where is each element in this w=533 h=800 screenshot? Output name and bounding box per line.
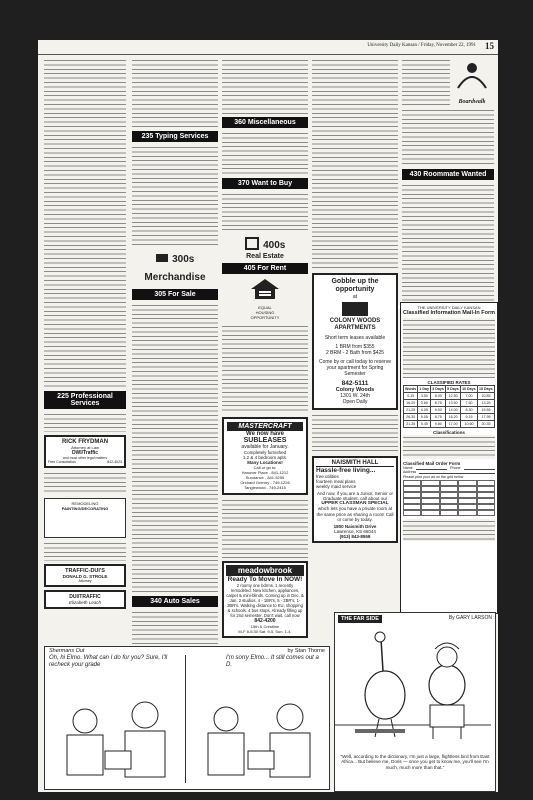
- cw-phone: 842-5111: [341, 380, 369, 387]
- mail-order-title: Classified Mail Order Form: [403, 461, 461, 466]
- nh-b3: weekly maid service: [316, 484, 357, 489]
- nh-body: And now, if you are a Junior, Senior or Graduate student, call about our: [316, 491, 394, 502]
- kansan-mailin-form: [400, 302, 498, 614]
- cw-cta: Come by or call today to reserve your apartment for Spring Semester: [319, 359, 391, 377]
- rates-header-cell: Words: [405, 387, 417, 391]
- mastercraft-logo: MASTERCRAFT: [227, 422, 303, 431]
- cw-br1: 1 BRM from $355: [335, 344, 375, 350]
- rates-cell: 10.60: [461, 421, 478, 428]
- rates-cell: 15.55: [478, 407, 495, 414]
- rates-cell: 16.20: [446, 414, 461, 421]
- mb-addr: 15th & Crestline: [250, 624, 280, 629]
- strip-byline: by Stan Thorne: [287, 648, 325, 654]
- nh-b2: fourteen meal plans: [316, 479, 356, 484]
- rates-row: [404, 421, 495, 428]
- rates-cell: 14.00: [446, 407, 461, 414]
- merchandise-icon: [156, 254, 168, 262]
- classified-text-block: [222, 58, 308, 114]
- dui-name: Elizabeth Leach: [68, 600, 102, 605]
- mc-p1: Hanover Place - 841-1212: [241, 470, 289, 475]
- rates-header-cell: 15 Days: [479, 387, 493, 391]
- form-footer-text: [403, 519, 495, 541]
- nh-b1: free utilities: [316, 474, 339, 479]
- address-label: Address: [403, 470, 417, 474]
- housing-line2: HOUSING: [255, 310, 275, 315]
- colony-woods-ad: [312, 273, 398, 410]
- panel-1-drawing: [45, 655, 185, 783]
- ad-grid-cell[interactable]: [477, 510, 495, 516]
- house-icon: [245, 237, 259, 250]
- classified-text-block: [44, 471, 126, 495]
- rates-cell: 9.00: [431, 407, 446, 414]
- mc-p3: Orchard Gremry - 749-1226: [240, 480, 290, 485]
- nh-body2: which lets you have a private room at the same price as sharing a room! Call or come by today.: [316, 506, 394, 522]
- dui-ad: [44, 590, 126, 609]
- traffic-name: DONALD G. STROLE: [62, 574, 108, 579]
- mc-p2: Sundance - 841-5255: [245, 475, 285, 480]
- farside-drawing: [335, 625, 491, 749]
- classified-text-block: [312, 413, 398, 453]
- rates-cell: 16-20: [404, 400, 418, 407]
- rates-cell: 3.80: [418, 400, 431, 407]
- boardwalk-ad: [450, 58, 494, 108]
- column-4: [312, 58, 398, 618]
- rates-cell: 9.15: [461, 414, 478, 421]
- mc-line2: SUBLEASES: [243, 437, 287, 444]
- equal-housing-logo: [222, 278, 308, 320]
- classified-text-block: [402, 108, 494, 166]
- column-1: [44, 58, 126, 618]
- section-auto: 340 Auto Sales: [132, 596, 218, 607]
- farside-title: THE FAR SIDE: [338, 615, 382, 623]
- section-professional: 225 Professional Services: [44, 391, 126, 409]
- rates-cell: 31-35: [404, 421, 418, 428]
- running-head: University Daily Kansan / Friday, November 22, 1991: [367, 43, 476, 48]
- section-forsale: 305 For Sale: [132, 289, 218, 300]
- equal-housing-icon: [250, 278, 280, 300]
- painting-ad: [44, 498, 126, 538]
- rates-cell: 4.05: [418, 407, 431, 414]
- form-policy-text: [403, 318, 495, 378]
- mb-hours: M-F 8-5:30 Sat. 9-5, Sun. 1-4.: [238, 629, 292, 634]
- kansan-form-title: Classified Information Mail-In Form: [403, 310, 495, 316]
- rates-cell: 21-25: [404, 407, 418, 414]
- mc-line7: Call or go to:: [253, 465, 277, 470]
- mc-line4: Completely furnished: [243, 450, 287, 455]
- farside-byline: By GARY LARSON: [448, 615, 492, 621]
- mc-line3: available for January.: [241, 444, 289, 450]
- realestate-header: [222, 235, 308, 260]
- rates-cell: 0-15: [404, 393, 418, 400]
- lawyer-title: Attorney at Law: [71, 445, 99, 450]
- cw-addr: 1301 W. 24th: [340, 393, 370, 399]
- dui-title: DUI/TRAFFIC: [69, 594, 101, 600]
- rates-cell: 12.50: [446, 393, 461, 400]
- mc-line1: We now have: [246, 431, 284, 437]
- rates-cell: 13.25: [478, 400, 495, 407]
- classified-text-block: [132, 58, 218, 128]
- section-misc: 360 Miscellaneous: [222, 117, 308, 128]
- rates-cell: 10.85: [478, 393, 495, 400]
- classified-text-block: [222, 192, 308, 232]
- newspaper-page: [38, 40, 498, 792]
- lawyer-consult: Free Consultation: [48, 460, 76, 464]
- classified-text-block: [312, 58, 398, 270]
- housing-line3: OPPORTUNITY: [250, 315, 280, 320]
- rates-row: [404, 400, 495, 407]
- boardwalk-logo-icon: [452, 58, 492, 94]
- classified-text-block: [132, 145, 218, 245]
- classified-text-block: [222, 131, 308, 175]
- ad-grid-cell[interactable]: [421, 510, 439, 516]
- mc-line5: 1,2 & 4 bedroom apts.: [242, 455, 288, 460]
- nh-special: UPPER CLASSMAN SPECIAL: [321, 501, 389, 507]
- cw-lease: Short term leases available: [324, 335, 386, 341]
- meadowbrook-logo: meadowbrook: [226, 565, 304, 576]
- ad-grid-cell[interactable]: [440, 510, 458, 516]
- naismith-ad: [312, 456, 398, 543]
- rates-header-cell: 1 Day: [419, 387, 430, 391]
- section-want: 370 Want to Buy: [222, 178, 308, 189]
- painting-line2: PAINTING/DECORATING: [61, 506, 109, 511]
- rates-cell: 17.95: [478, 414, 495, 421]
- rates-cell: 8.00: [431, 393, 446, 400]
- name-label: Name: [403, 466, 413, 470]
- rates-cell: 17.00: [446, 421, 461, 428]
- lawyer-ad: [44, 435, 126, 468]
- mc-p4: Tanglewood - 749-2415: [244, 485, 286, 490]
- classified-text-block: [44, 412, 126, 432]
- section-roommate: 430 Roommate Wanted: [402, 169, 494, 180]
- rates-cell: 5.05: [418, 414, 431, 421]
- classified-text-block: [44, 541, 126, 561]
- rates-cell: 5.45: [418, 421, 431, 428]
- housing-line1: EQUAL: [258, 305, 272, 310]
- phone-label: Phone: [450, 466, 461, 470]
- rates-row: [404, 407, 495, 414]
- meadowbrook-ad: [222, 561, 308, 638]
- traffic-sub: Attorney: [78, 579, 92, 583]
- ad-grid-cell[interactable]: [403, 510, 421, 516]
- rates-table: [403, 385, 495, 428]
- classified-text-block: [44, 58, 126, 388]
- mb-title: Ready To Move In NOW!: [227, 576, 303, 583]
- classified-text-block: [222, 498, 308, 558]
- boardwalk-name: Boardwalk: [458, 99, 486, 105]
- realestate-title: Real Estate: [246, 253, 284, 260]
- mb-body: 2 roomy one bdrms. 1 recently remodeled. New kitchen, appliances, carpet & mini-blinds. Coming up in Dec. & Jan. 2 studios, 4 - 1BR's, 5 - 2BR's, 1-3BR's. Walking distance to KU, shopping & schools. 4 bus stops. Already filling up for 2nd semester. Don't wait, call now: [226, 583, 304, 618]
- mc-line6: Many Locations!: [247, 460, 283, 465]
- merchandise-header: [132, 249, 218, 285]
- classifications-list: [403, 435, 495, 459]
- mastercraft-ad: [222, 417, 308, 495]
- colony-woods-logo: [342, 302, 368, 316]
- cw-br2: 2 BRM - 2 Bath from $425: [325, 350, 385, 356]
- ad-grid: [403, 480, 495, 516]
- running-header: [38, 40, 498, 55]
- rates-cell: 26-30: [404, 414, 418, 421]
- classified-text-block: [402, 58, 450, 108]
- rates-cell: 8.75: [431, 414, 446, 421]
- lawyer-specialty: DWI/Traffic: [71, 450, 99, 456]
- rates-cell: 20.35: [478, 421, 495, 428]
- column-2: [132, 58, 218, 618]
- far-side-cartoon: [334, 612, 496, 792]
- nh-addr2: Lawrence, KS 66044: [334, 529, 376, 535]
- farside-caption: "Well, according to the dictionary, I'm just a large, flightless bird from East Africa... But believe me, Doris — once you get to know me, you'll see I'm much, much more than that.": [340, 754, 490, 770]
- nh-addr1: 1800 Naismith Drive: [333, 524, 377, 530]
- cw-name: Colony Woods: [335, 387, 375, 393]
- ad-grid-cell[interactable]: [458, 510, 476, 516]
- lawyer-phone: 842-4023: [107, 460, 122, 464]
- address-field[interactable]: [419, 470, 495, 474]
- mb-phone: 842-4200: [254, 618, 276, 624]
- classifications-title: Classifications: [433, 430, 465, 435]
- cw-sub1: at: [352, 294, 358, 300]
- traffic-title: TRAFFIC-DUI'S: [65, 568, 105, 574]
- painting-line1: REMODELING: [71, 501, 99, 506]
- balloon-2: I'm sorry Elmo... It still comes out a D.: [226, 655, 319, 668]
- nh-phone: (913) 843-8559: [339, 534, 371, 540]
- classified-text-block: [222, 324, 308, 414]
- rates-title: CLASSIFIED RATES: [427, 380, 471, 385]
- realestate-num: 400s: [263, 240, 286, 251]
- rates-cell: 8.30: [461, 407, 478, 414]
- strip-panel-1: [45, 655, 186, 783]
- cw-title: Gobble up the opportunity: [331, 278, 379, 293]
- kansan-masthead: THE UNIVERSITY DAILY KANSAN: [417, 305, 481, 310]
- section-typing: 235 Typing Services: [132, 131, 218, 142]
- traffic-ad: [44, 564, 126, 587]
- rates-cell: 3.50: [418, 393, 431, 400]
- rates-cell: 7.00: [461, 393, 478, 400]
- strip-panel-2: [186, 655, 328, 783]
- print-label: Please print your ad on the grid below: [403, 475, 464, 479]
- rates-header-cell: 3 Days: [432, 387, 444, 391]
- section-rent: 405 For Rent: [222, 263, 308, 274]
- sherman-comic-strip: [44, 646, 330, 790]
- panel-2-drawing: [186, 655, 328, 783]
- column-3: [222, 58, 308, 634]
- rates-row: [404, 414, 495, 421]
- strip-title: Shermans Out: [49, 648, 85, 654]
- rates-row: [404, 393, 495, 400]
- rates-header-cell: 10 Days: [462, 387, 476, 391]
- page-number: 15: [485, 41, 494, 51]
- cw-name-title: COLONY WOODS APARTMENTS: [329, 318, 381, 331]
- classified-text-block: [132, 303, 218, 593]
- merch-title: 300s Merchandise: [144, 254, 206, 283]
- cw-hours: Open Daily: [342, 399, 368, 405]
- lawyer-name: RICK FRYDMAN: [61, 439, 109, 445]
- rates-cell: 7.50: [461, 400, 478, 407]
- rates-cell: 9.80: [431, 421, 446, 428]
- balloon-1: Oh, hi Elmo. What can I do for you? Sure, I'll recheck your grade: [49, 655, 168, 668]
- rates-cell: 13.50: [446, 400, 461, 407]
- nh-title: Hassle-free living...: [316, 467, 376, 474]
- rates-cell: 8.75: [431, 400, 446, 407]
- rates-header-cell: 5 Days: [447, 387, 459, 391]
- lawyer-line3: and most other legal matters: [62, 456, 108, 460]
- naismith-logo: NAISMITH HALL: [316, 460, 394, 467]
